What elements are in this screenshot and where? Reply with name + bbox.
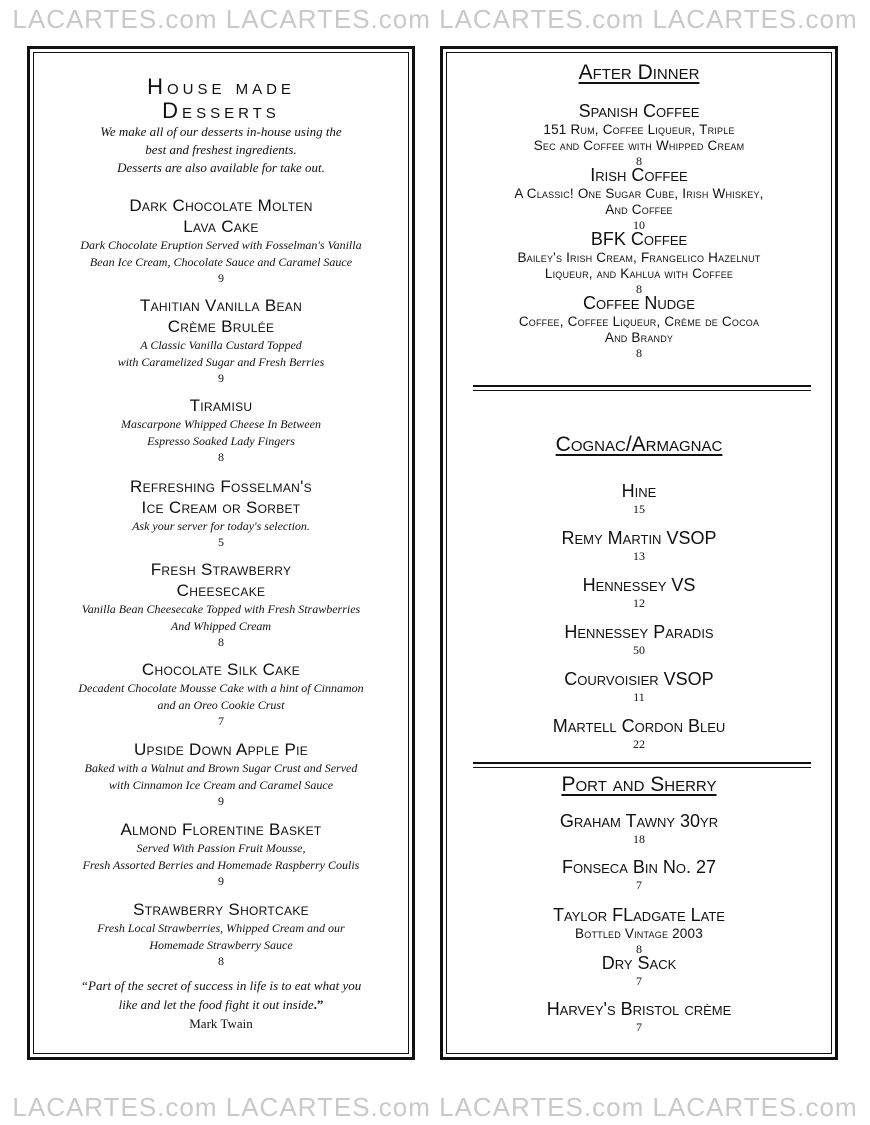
drink-name: Taylor FLadgate Late (553, 905, 725, 925)
drink-desc: Bottled Vintage 2003 (575, 926, 703, 941)
drink-name: Irish Coffee (590, 165, 688, 185)
dessert-price: 9 (218, 874, 224, 888)
drink-desc: Sec and Coffee with Whipped Cream (533, 138, 745, 153)
watermark-bottom: LACARTES.com LACARTES.com LACARTES.com LACARTES.com (12, 1092, 858, 1122)
drink-name: Martell Cordon Bleu (552, 716, 726, 736)
drink-price: 12 (633, 596, 645, 610)
drink-price: 11 (633, 690, 645, 704)
dessert-name: Fresh Strawberry (150, 560, 292, 579)
port-item (443, 953, 835, 988)
dessert-desc: Espresso Soaked Lady Fingers (147, 434, 295, 448)
desserts-intro (30, 123, 412, 177)
dessert-desc: with Caramelized Sugar and Fresh Berries (117, 355, 325, 369)
intro-line: best and freshest ingredients. (145, 142, 297, 157)
drink-price: 8 (636, 154, 642, 168)
dessert-desc: with Cinnamon Ice Cream and Caramel Sauce (108, 778, 334, 792)
drink-name: Courvoisier VSOP (564, 669, 714, 689)
port-sherry-title: Port and Sherry (561, 773, 717, 796)
dessert-desc: Baked with a Walnut and Brown Sugar Crust and Served (84, 761, 358, 775)
drink-name: Coffee Nudge (583, 293, 695, 313)
drink-name: Hennessey Paradis (564, 622, 714, 642)
dessert-price: 9 (218, 371, 224, 385)
intro-line: Desserts are also available for take out. (117, 160, 325, 175)
drink-price: 8 (636, 346, 642, 360)
dessert-desc: Fresh Assorted Berries and Homemade Raspberry Coulis (82, 858, 360, 872)
drink-price: 50 (633, 643, 645, 657)
drink-price: 18 (633, 832, 645, 846)
dessert-item (30, 559, 412, 650)
drink-name: Graham Tawny 30yr (559, 811, 719, 831)
cognac-item (443, 669, 835, 704)
cognac-title: Cognac/Armagnac (555, 433, 723, 456)
after-dinner-item (443, 293, 835, 360)
dessert-desc: Bean Ice Cream, Chocolate Sauce and Caramel Sauce (89, 255, 353, 269)
dessert-item (30, 195, 412, 286)
dessert-name: Tiramisu (189, 396, 253, 415)
drink-name: Dry Sack (601, 953, 677, 973)
drink-desc: A Classic! One Sugar Cube, Irish Whiskey, (514, 186, 764, 201)
port-item (443, 811, 835, 846)
dessert-desc: A Classic Vanilla Custard Topped (140, 338, 302, 352)
cognac-item (443, 481, 835, 516)
drink-price: 22 (633, 737, 645, 751)
dessert-name: Tahitian Vanilla Bean (139, 296, 303, 315)
dessert-price: 7 (218, 714, 224, 728)
dessert-item (30, 899, 412, 969)
dessert-name: Crème Brulée (167, 317, 275, 336)
dessert-name: Strawberry Shortcake (133, 900, 309, 919)
dessert-item (30, 395, 412, 465)
dessert-name: Almond Florentine Basket (120, 820, 322, 839)
quote-line1: “Part of the secret of success in life is to eat what you (80, 978, 362, 993)
dessert-price: 9 (218, 794, 224, 808)
after-dinner-item (443, 101, 835, 168)
drink-desc: Bailey's Irish Cream, Frangelico Hazelnut (517, 250, 761, 265)
drink-price: 15 (633, 502, 645, 516)
cognac-item (443, 622, 835, 657)
dessert-item (30, 659, 412, 729)
dessert-desc: Mascarpone Whipped Cheese In Between (121, 417, 321, 431)
quote-author: Mark Twain (189, 1016, 253, 1031)
quote-end: .” (313, 997, 324, 1012)
drink-name: Hine (621, 481, 657, 501)
cognac-item (443, 716, 835, 751)
drink-price: 8 (636, 942, 642, 956)
section-divider (473, 385, 811, 391)
drink-name: Harvey's Bristol crème (546, 999, 732, 1019)
drink-name: Hennessey VS (582, 575, 696, 595)
dessert-price: 8 (218, 635, 224, 649)
dessert-name: Upside Down Apple Pie (133, 740, 309, 759)
dessert-desc: Vanilla Bean Cheesecake Topped with Fresh Strawberries (81, 602, 361, 616)
drink-price: 7 (636, 1020, 642, 1034)
section-divider (473, 762, 811, 768)
drink-desc: Liqueur, and Kahlua with Coffee (544, 266, 734, 281)
desserts-panel (27, 46, 415, 1060)
dessert-desc: And Whipped Cream (170, 619, 272, 633)
desserts-title-line2: Desserts (162, 98, 280, 123)
dessert-item (30, 739, 412, 809)
dessert-desc: Homemade Strawberry Sauce (149, 938, 293, 952)
after-dinner-item (443, 229, 835, 296)
drink-desc: 151 Rum, Coffee Liqueur, Triple (543, 122, 735, 137)
drink-price: 7 (636, 974, 642, 988)
drink-name: Spanish Coffee (578, 101, 700, 121)
drink-name: Remy Martin VSOP (561, 528, 717, 548)
dessert-desc: Served With Passion Fruit Mousse, (136, 841, 306, 855)
after-dinner-item (443, 165, 835, 232)
drinks-panel (440, 46, 838, 1060)
dessert-name: Lava Cake (183, 217, 259, 236)
port-item (443, 999, 835, 1034)
dessert-desc: and an Oreo Cookie Crust (157, 698, 285, 712)
dessert-desc: Fresh Local Strawberries, Whipped Cream and our (97, 921, 345, 935)
cognac-item (443, 528, 835, 563)
intro-line: We make all of our desserts in-house using the (100, 124, 342, 139)
dessert-price: 8 (218, 954, 224, 968)
dessert-price: 8 (218, 450, 224, 464)
drink-name: BFK Coffee (590, 229, 688, 249)
dessert-desc: Ask your server for today's selection. (132, 519, 310, 533)
dessert-name: Cheesecake (176, 581, 266, 600)
drink-desc: And Coffee (605, 202, 673, 217)
dessert-price: 5 (218, 535, 224, 549)
dessert-name: Ice Cream or Sorbet (141, 498, 301, 517)
quote-line2: like and let the food fight it out inside (118, 997, 314, 1012)
dessert-item (30, 476, 412, 550)
drink-price: 8 (636, 282, 642, 296)
drink-price: 7 (636, 878, 642, 892)
cognac-item (443, 575, 835, 610)
watermark-top: LACARTES.com LACARTES.com LACARTES.com LACARTES.com (12, 4, 858, 34)
drink-desc: Coffee, Coffee Liqueur, Crème de Cocoa (518, 314, 760, 329)
drink-name: Fonseca Bin No. 27 (561, 857, 717, 877)
port-item (443, 905, 835, 956)
dessert-desc: Dark Chocolate Eruption Served with Fosselman's Vanilla (80, 238, 362, 252)
dessert-desc: Decadent Chocolate Mousse Cake with a hint of Cinnamon (78, 681, 364, 695)
dessert-price: 9 (218, 271, 224, 285)
desserts-title-line1: House made (147, 74, 295, 99)
dessert-name: Dark Chocolate Molten (129, 196, 313, 215)
dessert-item (30, 295, 412, 386)
drink-price: 13 (633, 549, 645, 563)
drink-desc: And Brandy (604, 330, 674, 345)
drink-price: 10 (633, 218, 645, 232)
dessert-name: Refreshing Fosselman's (130, 477, 312, 496)
port-item (443, 857, 835, 892)
after-dinner-title: After Dinner (578, 61, 700, 84)
dessert-item (30, 819, 412, 889)
twain-quote (30, 976, 412, 1033)
dessert-name: Chocolate Silk Cake (141, 660, 301, 679)
